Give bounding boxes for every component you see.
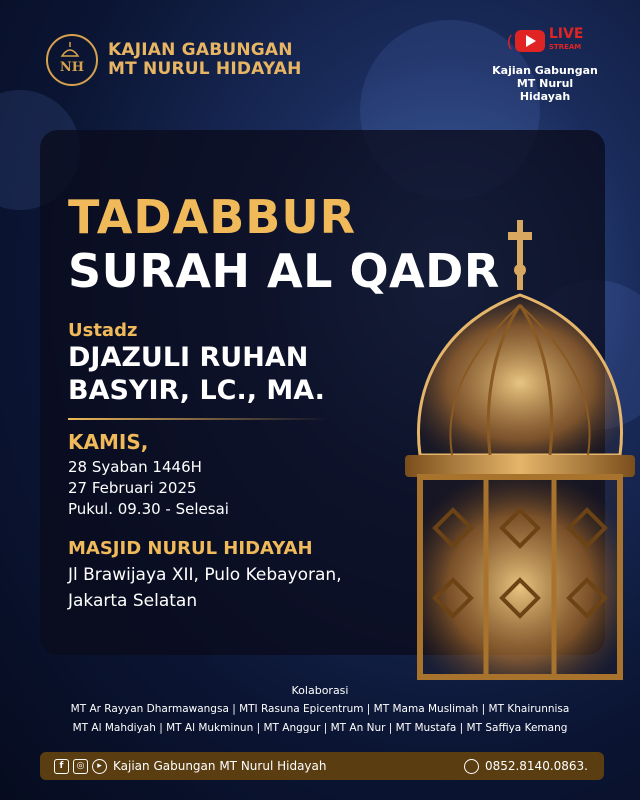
whatsapp-icon bbox=[464, 759, 479, 774]
address-line1: Jl Brawijaya XII, Pulo Kebayoran, bbox=[68, 565, 342, 585]
instagram-icon[interactable]: ◎ bbox=[73, 759, 88, 774]
live-stream-badge bbox=[490, 28, 600, 103]
organization-name bbox=[108, 41, 302, 79]
organization-name-line2: MT NURUL HIDAYAH bbox=[108, 59, 302, 79]
organization-name-line1: KAJIAN GABUNGAN bbox=[108, 40, 293, 60]
youtube-icon[interactable]: ▸ bbox=[92, 759, 107, 774]
live-caption-line2: MT Nurul Hidayah bbox=[516, 77, 574, 103]
gregorian-date: 27 Februari 2025 bbox=[68, 479, 197, 497]
social-account-name: Kajian Gabungan MT Nurul Hidayah bbox=[113, 759, 327, 773]
contact-phone[interactable] bbox=[464, 759, 588, 774]
speaker-prefix: Ustadz bbox=[68, 320, 138, 341]
logo-initials: NH bbox=[59, 59, 85, 75]
divider bbox=[68, 418, 328, 420]
footer-bar bbox=[40, 752, 604, 780]
speaker-name-line2: BASYIR, LC., MA. bbox=[68, 375, 325, 406]
collaboration-list-line1: MT Ar Rayyan Dharmawangsa | MTI Rasuna Epicentrum | MT Mama Muslimah | MT Khairunnisa bbox=[70, 703, 570, 715]
phone-number: 0852.8140.0863. bbox=[484, 759, 588, 773]
event-title-line1: TADABBUR bbox=[68, 190, 357, 244]
collaboration-list-line2: MT Al Mahdiyah | MT Al Mukminun | MT Anggur | MT An Nur | MT Mustafa | MT Saffiya Kemang bbox=[72, 722, 568, 734]
live-label: LIVE bbox=[548, 26, 584, 42]
address-line2: Jakarta Selatan bbox=[68, 591, 198, 611]
event-day: KAMIS, bbox=[68, 430, 149, 454]
live-stream-icon bbox=[515, 30, 545, 52]
facebook-icon[interactable]: f bbox=[54, 759, 69, 774]
speaker-name-line1: DJAZULI RUHAN bbox=[68, 342, 309, 373]
collaboration-title: Kolaborasi bbox=[291, 684, 349, 697]
stream-label: STREAM bbox=[548, 43, 582, 51]
hijri-date: 28 Syaban 1446H bbox=[68, 458, 202, 476]
event-title-line2: SURAH AL QADR bbox=[68, 244, 500, 298]
mosque-logo-icon bbox=[46, 34, 98, 86]
broadcast-wave-icon: ( bbox=[506, 31, 513, 51]
organization-logo bbox=[46, 34, 302, 86]
live-caption-line1: Kajian Gabungan bbox=[492, 64, 598, 77]
event-time: Pukul. 09.30 - Selesai bbox=[68, 500, 229, 518]
venue-name: MASJID NURUL HIDAYAH bbox=[68, 538, 313, 559]
